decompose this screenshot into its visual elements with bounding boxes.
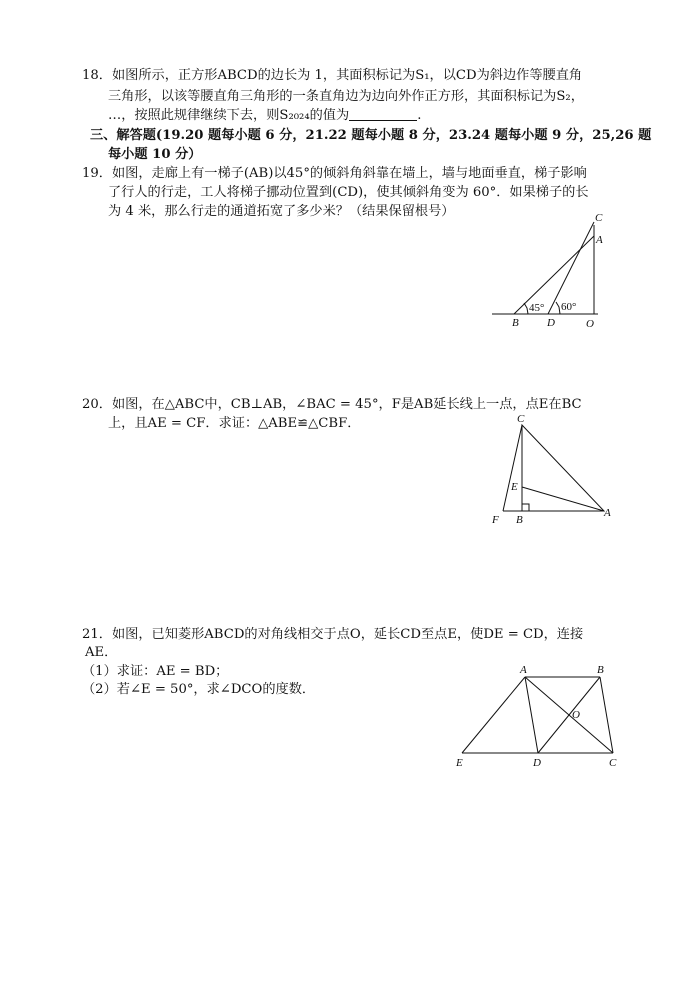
fig19-label-B: B [512, 317, 519, 329]
fig20-label-C: C [517, 413, 525, 425]
q21-line1: 21．如图，已知菱形ABCD的对角线相交于点O，延长CD至点E，使DE = CD，连接 [82, 627, 584, 642]
q20-line1: 20．如图，在△ABC中，CB⊥AB，∠BAC = 45°，F是AB延长线上一点，点E在BC [82, 397, 582, 412]
q21-part1: （1）求证：AE = BD； [82, 664, 229, 679]
fig19-angle-45: 45° [529, 302, 545, 314]
q19-line1: 19．如图，走廊上有一梯子(AB)以45°的倾斜角斜靠在墙上，墙与地面垂直，梯子影响 [82, 166, 587, 181]
fig21-label-D: D [533, 757, 541, 769]
q20-line2: 上，且AE = CF．求证：△ABE≌△CBF． [108, 416, 361, 431]
fig21-label-B: B [597, 664, 604, 676]
q18-line1: 18．如图所示，正方形ABCD的边长为 1，其面积标记为S₁，以CD为斜边作等腰直角 [82, 68, 583, 83]
fig21-label-O: O [572, 709, 580, 721]
q18-line2: 三角形，以该等腰直角三角形的一条直角边为边向外作正方形，其面积标记为S₂， [108, 89, 584, 104]
diagonal-BD [538, 677, 600, 753]
fig19-label-O: O [586, 318, 594, 330]
section3-heading-line1: 三、解答题(19.20 题每小题 6 分，21.22 题每小题 8 分，23.24 题每小题 9 分，25,26 题 [90, 128, 652, 143]
fig20-label-A: A [604, 507, 611, 519]
q21-part2: （2）若∠E = 50°，求∠DCO的度数． [82, 682, 316, 697]
fig20-label-F: F [492, 514, 499, 526]
q21-line2: AE． [85, 645, 118, 660]
fig19-label-D: D [547, 317, 555, 329]
q19-line2: 了行人的行走，工人将梯子挪动位置到(CD)，使其倾斜角变为 60°．如果梯子的长 [108, 185, 589, 200]
q18-line3-text: …，按照此规律继续下去，则S₂₀₂₄的值为 [108, 108, 350, 123]
fig19-label-A: A [596, 234, 603, 246]
fig19-angle-60: 60° [561, 301, 577, 313]
segment-AD [525, 677, 538, 753]
q19-line3: 为 4 米，那么行走的通道拓宽了多少米？（结果保留根号） [108, 204, 455, 219]
segment-AE [462, 677, 525, 753]
fig21-label-A: A [520, 664, 527, 676]
section3-heading-line2: 每小题 10 分） [108, 147, 202, 162]
fig21-label-E: E [456, 757, 463, 769]
q18-line3-end: . [417, 108, 422, 123]
fig20-label-E: E [511, 481, 518, 493]
fig19-label-C: C [595, 212, 603, 224]
fig20-label-B: B [516, 514, 523, 526]
fig21-label-C: C [609, 757, 617, 769]
segment-BC [600, 677, 613, 753]
